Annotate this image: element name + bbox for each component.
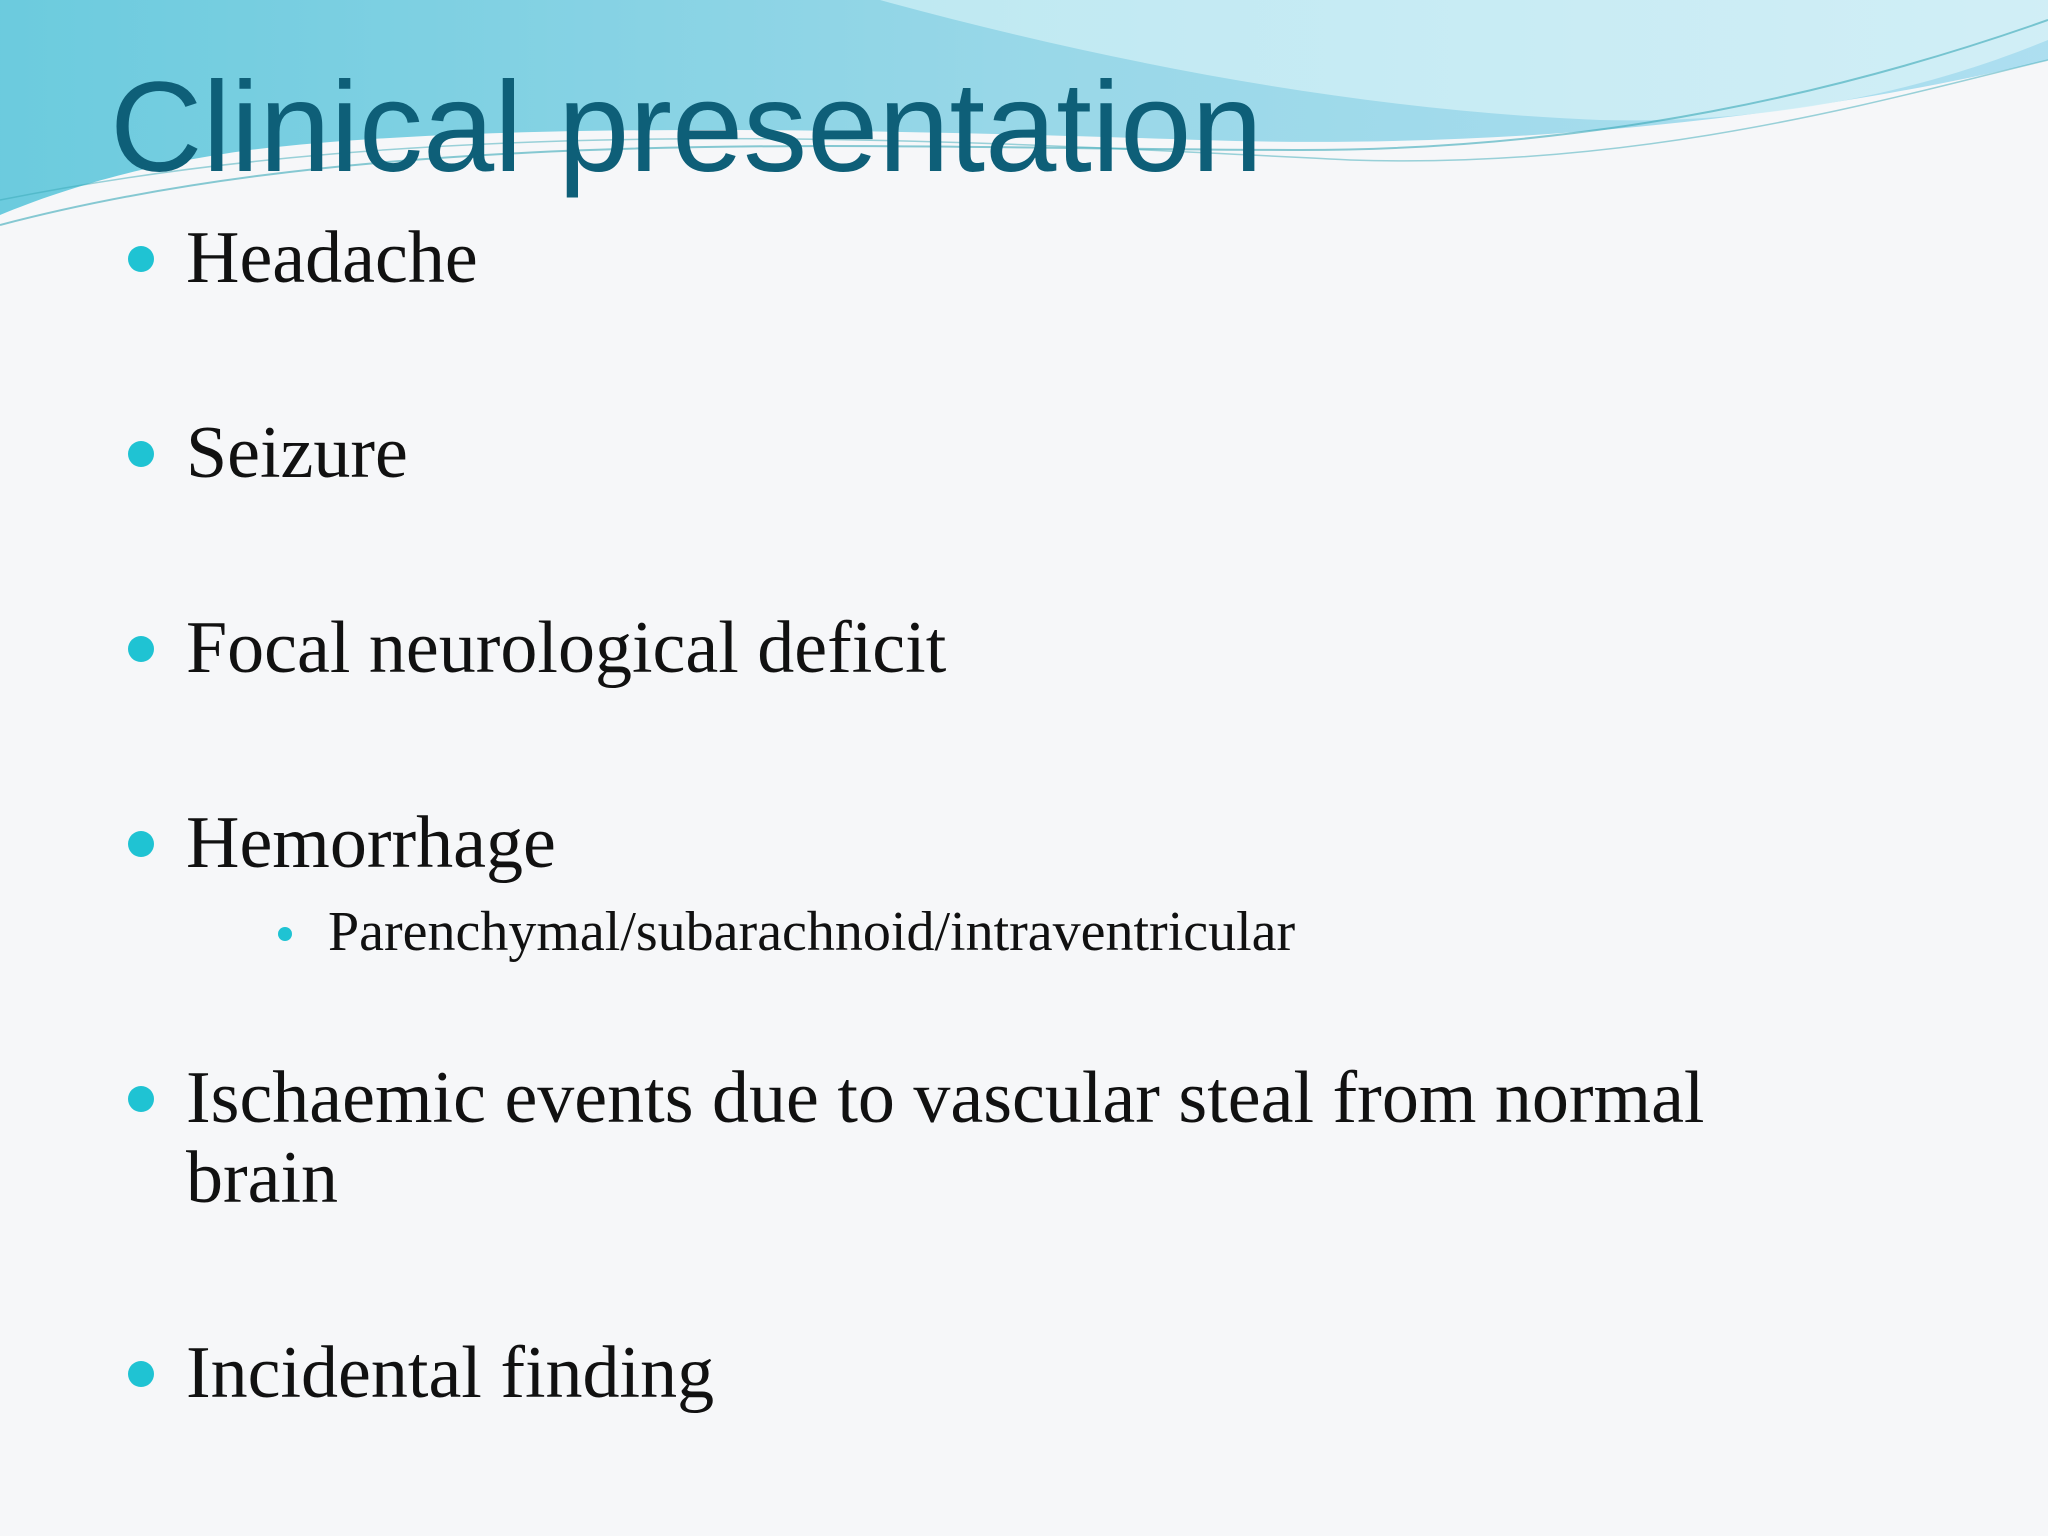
bullet-seizure: Seizure bbox=[186, 412, 408, 494]
bullet-focal-deficit: Focal neurological deficit bbox=[186, 607, 947, 689]
bullet-incidental-finding: Incidental finding bbox=[186, 1332, 715, 1414]
bullet-headache: Headache bbox=[186, 217, 478, 299]
bullet-hemorrhage: Hemorrhage bbox=[186, 802, 556, 884]
slide-title: Clinical presentation bbox=[110, 56, 1263, 199]
sub-bullet-hemorrhage-types: Parenchymal/subarachnoid/intraventricular bbox=[328, 901, 1296, 963]
bullet-ischaemic-events: Ischaemic events due to vascular steal from normal brain bbox=[186, 1058, 1866, 1218]
